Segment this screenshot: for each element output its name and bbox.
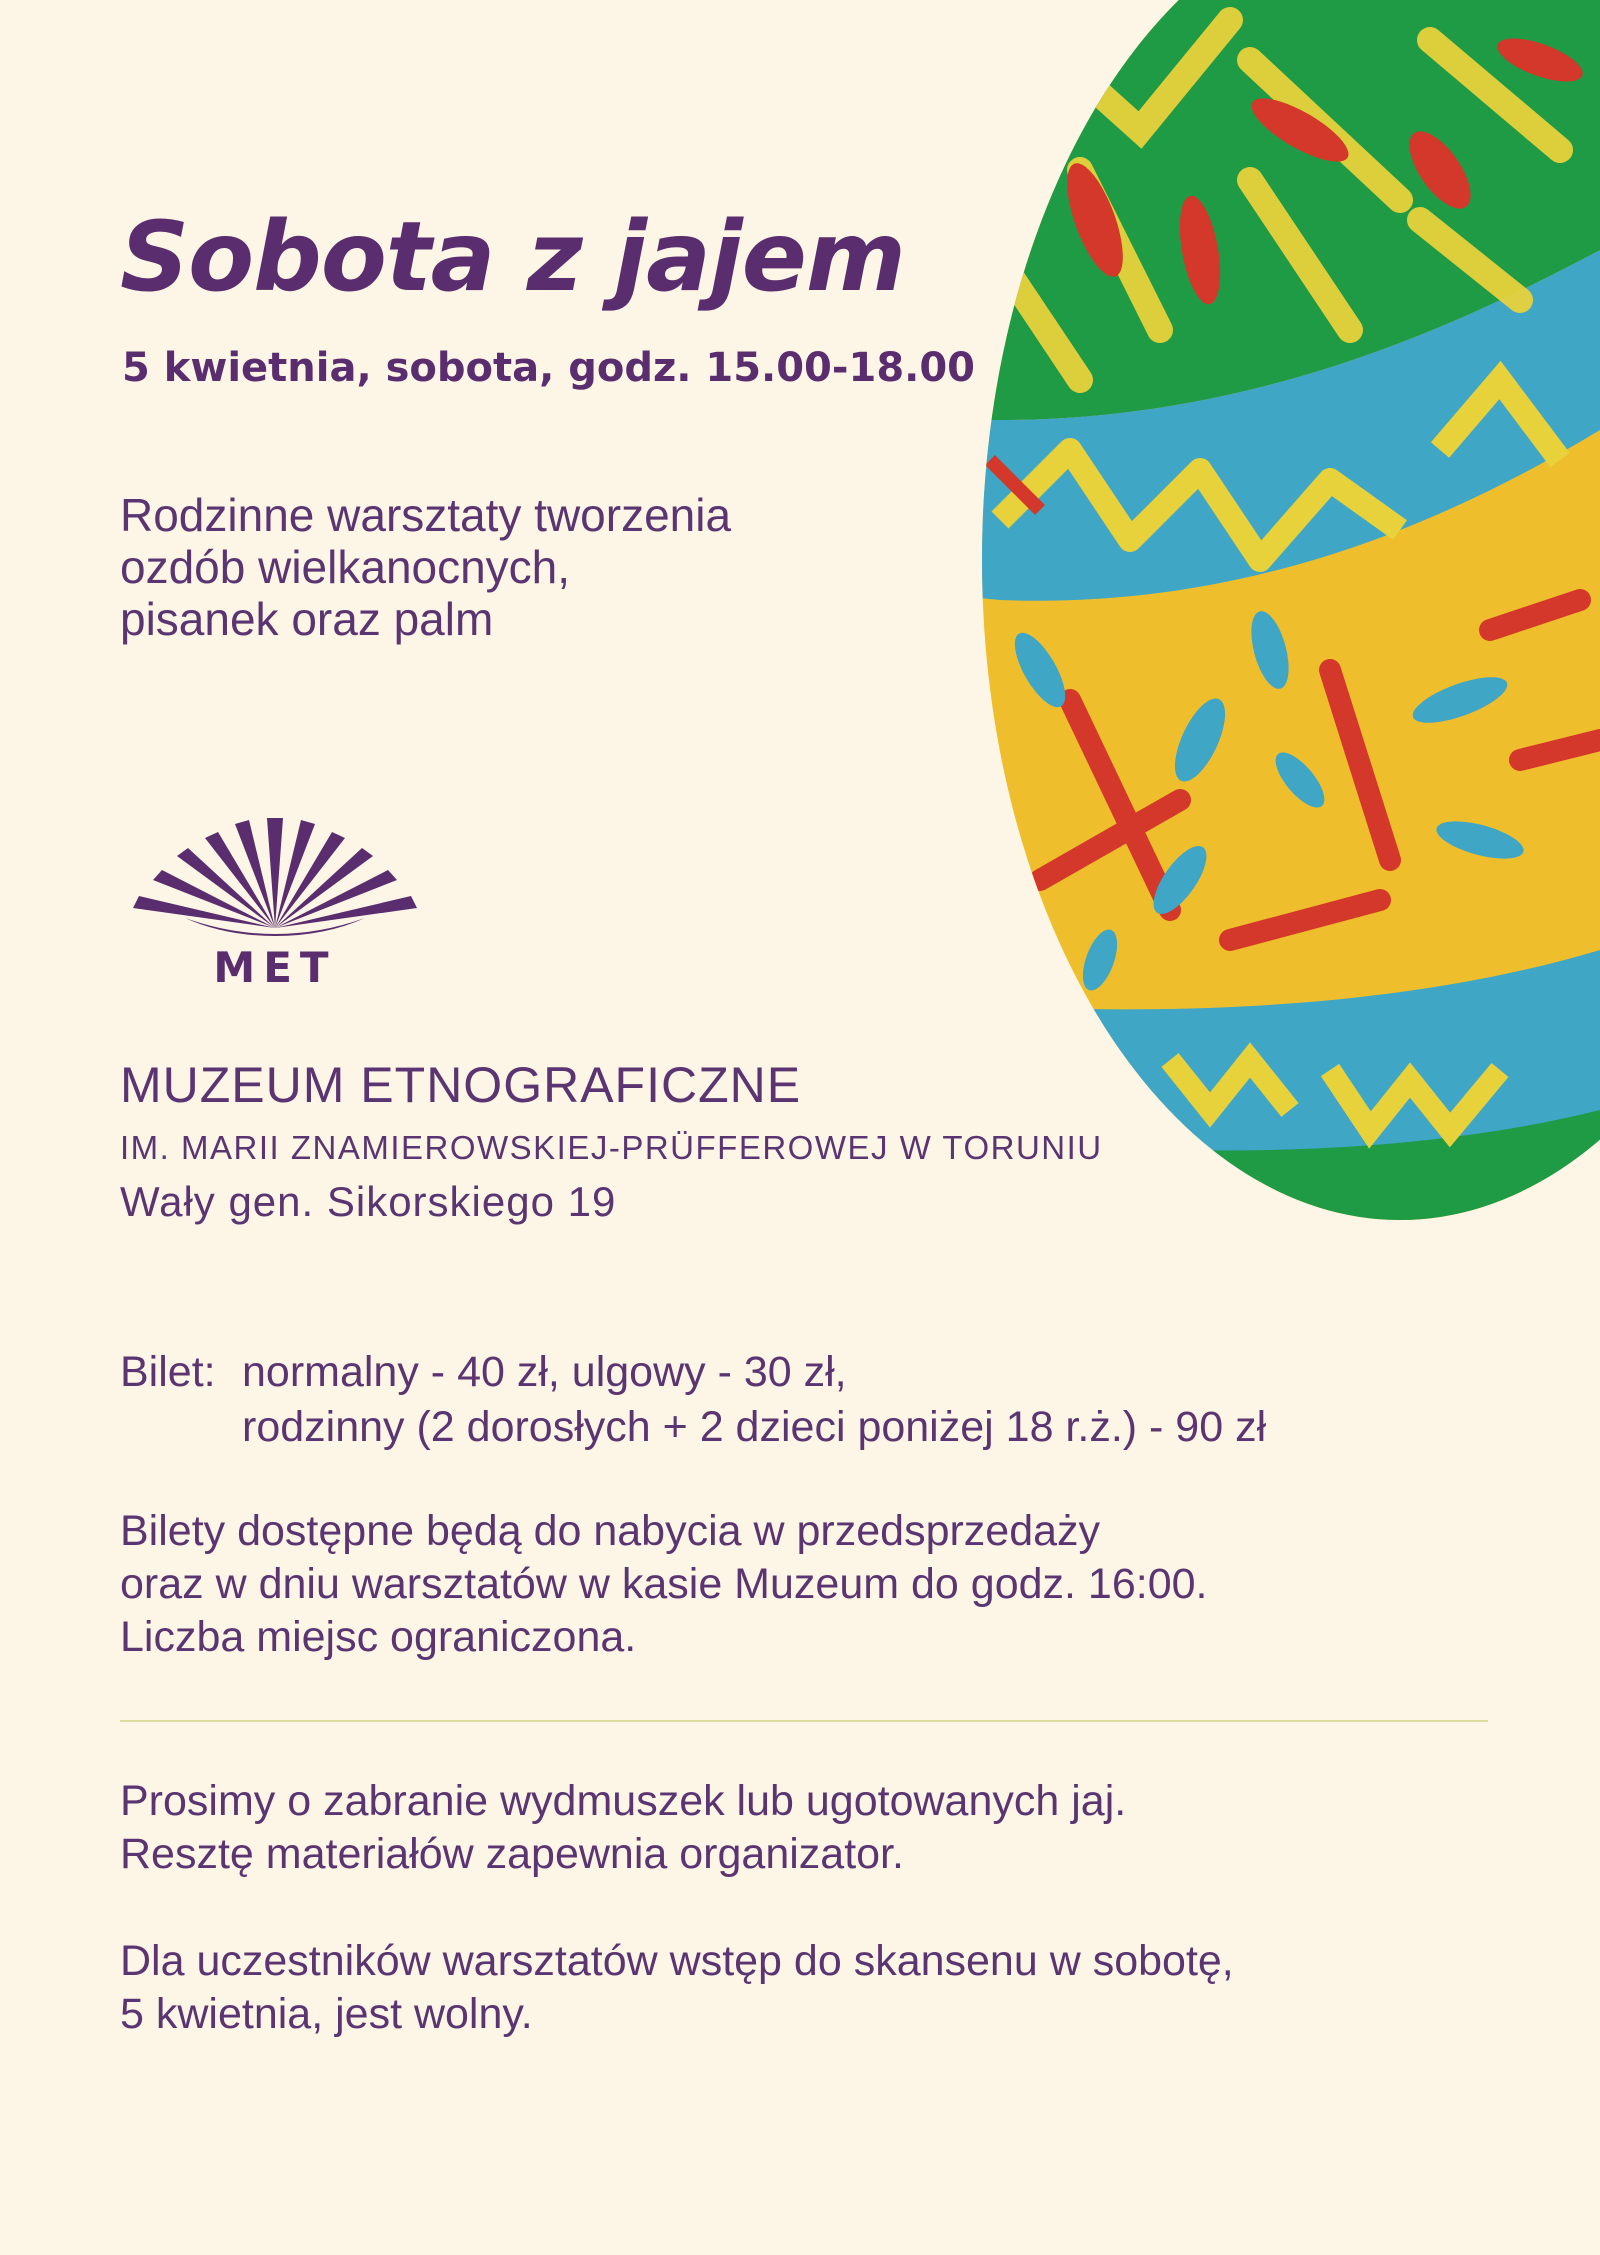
description-line: ozdób wielkanocnych, <box>120 540 571 593</box>
ticket-prices <box>120 1345 1266 1454</box>
ticket-line: normalny - 40 zł, ulgowy - 30 zł, <box>242 1348 847 1396</box>
museum-patron: IM. MARII ZNAMIEROWSKIEJ-PRÜFFEROWEJ W TORUNIU <box>120 1128 1103 1166</box>
met-logo <box>125 810 425 990</box>
fan-shell-logo-icon <box>133 818 417 936</box>
page-title: Sobota z jajem <box>120 201 905 313</box>
entry-info <box>120 1935 1234 2041</box>
materials-line: Resztę materiałów zapewnia organizator. <box>120 1829 904 1878</box>
description-line: Rodzinne warsztaty tworzenia <box>120 489 732 541</box>
entry-line: 5 kwietnia, jest wolny. <box>120 1989 533 2038</box>
materials-info <box>120 1775 1126 1881</box>
ticket-label: Bilet: <box>120 1348 216 1396</box>
logo-text: MET <box>213 943 337 990</box>
ticket-line: rodzinny (2 dorosłych + 2 dzieci poniżej 18 r.ż.) - 90 zł <box>242 1402 1267 1451</box>
entry-line: Dla uczestników warsztatów wstęp do skansenu w sobotę, <box>120 1937 1234 1985</box>
sales-line: Bilety dostępne będą do nabycia w przedsprzedaży <box>120 1507 1101 1555</box>
description-line: pisanek oraz palm <box>120 592 494 645</box>
sales-line: oraz w dniu warsztatów w kasie Muzeum do godz. 16:00. <box>120 1559 1208 1608</box>
sales-info <box>120 1505 1207 1664</box>
event-date: 5 kwietnia, sobota, godz. 15.00-18.00 <box>122 345 976 391</box>
sales-line: Liczba miejsc ograniczona. <box>120 1612 637 1661</box>
museum-address: Wały gen. Sikorskiego 19 <box>120 1178 617 1226</box>
museum-name: MUZEUM ETNOGRAFICZNE <box>120 1057 802 1113</box>
museum-info <box>120 1057 1103 1227</box>
materials-line: Prosimy o zabranie wydmuszek lub ugotowanych jaj. <box>120 1777 1127 1825</box>
divider <box>120 1720 1488 1722</box>
event-description <box>120 490 731 646</box>
